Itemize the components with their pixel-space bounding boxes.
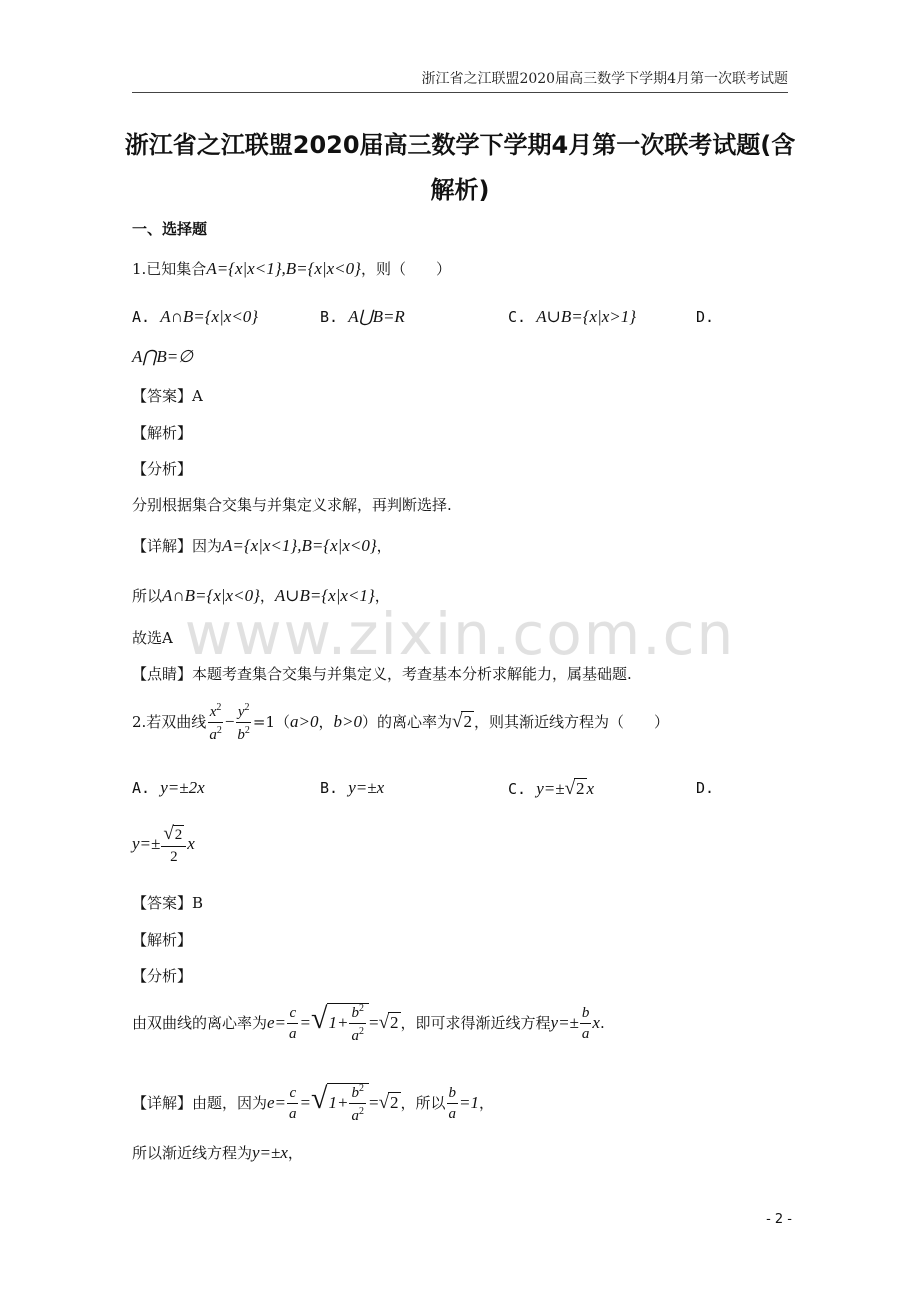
q1-opt-a-label: A. bbox=[132, 308, 151, 326]
q2-jiexi: 【解析】 bbox=[132, 931, 193, 949]
q2-sqrt2: √2 bbox=[452, 711, 472, 732]
q2-cond-sep: ， bbox=[318, 713, 334, 731]
q1-option-d bbox=[696, 307, 714, 326]
page-number: - 2 - bbox=[766, 1212, 792, 1227]
q1-detail-prefix: 【详解】因为 bbox=[132, 537, 223, 555]
q2-opt-b-text: y=±x bbox=[348, 778, 385, 797]
q2-minus: − bbox=[224, 712, 235, 731]
q2-detail bbox=[132, 1082, 494, 1124]
q2-opt-b-label: B. bbox=[320, 779, 339, 797]
q1-option-b bbox=[320, 307, 405, 327]
q1-detail bbox=[132, 535, 392, 556]
q2-opt-c-sqrt: √2 bbox=[564, 778, 585, 799]
q2-sqrt-expr: √1+ $\frac{b^2}{a^2}$ =√2 bbox=[311, 1002, 399, 1045]
q1-opt-c-text: A∪B={x|x>1} bbox=[536, 307, 637, 326]
q1-detail-math: A={x|x<1},B={x|x<0} bbox=[222, 536, 377, 555]
watermark: www.zixin.com.cn bbox=[184, 600, 736, 668]
q2-final bbox=[132, 1142, 303, 1163]
q2-opt-c-post: x bbox=[586, 779, 595, 798]
doc-title-line1: 浙江省之江联盟2020届高三数学下学期4月第一次联考试题(含 bbox=[124, 131, 796, 159]
q1-stem-suffix: ，则（ ） bbox=[360, 260, 451, 278]
q1-opt-b-text: A⋃B=R bbox=[348, 307, 405, 326]
q2-stem-suffix: ，则其渐近线方程为（ ） bbox=[473, 713, 669, 731]
q2-opt-a-text: y=±2x bbox=[160, 778, 205, 797]
q2-detail-prefix: 【详解】由题，因为 bbox=[132, 1094, 268, 1112]
q1-opt-a-text: A∩B={x|x<0} bbox=[160, 307, 259, 326]
q2-detail-mid: ，所以 bbox=[400, 1094, 446, 1112]
q2-opt-d-frac: $\frac{√2}{2}$ bbox=[161, 824, 186, 865]
q2-detail-ratio: $\frac{b}{a}$ =1 bbox=[448, 1085, 480, 1123]
q2-detail-sqrt-expr: √1+ $\frac{b^2}{a^2}$ =√2 bbox=[311, 1082, 399, 1125]
q1-detail-suffix: ， bbox=[376, 537, 392, 555]
q1-fenxi: 【分析】 bbox=[132, 460, 193, 478]
q2-fenxi: 【分析】 bbox=[132, 967, 193, 985]
q2-cond-a: a>0 bbox=[290, 712, 319, 731]
q1-answer: 【答案】A bbox=[132, 387, 203, 405]
q2-option-c bbox=[508, 778, 594, 800]
doc-title-line2: 解析) bbox=[430, 176, 490, 204]
q2-option-b bbox=[320, 778, 384, 798]
q1-stem-prefix: 1.已知集合 bbox=[132, 260, 207, 278]
q2-opt-d-label: D. bbox=[696, 779, 715, 797]
q2-option-d bbox=[696, 778, 714, 797]
q1-choose: 故选A bbox=[132, 629, 173, 647]
q1-opt-d-text: A⋂B=∅ bbox=[132, 347, 193, 366]
q2-opt-d-post: x bbox=[187, 834, 195, 853]
q2-stem-mid: ）的离心率为 bbox=[362, 713, 453, 731]
q2-opt-d-pre: y=± bbox=[132, 834, 161, 853]
q1-jiexi: 【解析】 bbox=[132, 424, 193, 442]
q1-opt-d-label: D. bbox=[696, 308, 715, 326]
q1-comment: 【点睛】本题考查集合交集与并集定义，考查基本分析求解能力，属基础题. bbox=[132, 665, 632, 683]
q2-stem-cond: =1（ bbox=[252, 713, 291, 731]
q1-so-math2: A∪B={x|x<1} bbox=[274, 586, 375, 605]
q2-opt-c-label: C. bbox=[508, 780, 527, 798]
q1-opt-c-label: C. bbox=[508, 308, 527, 326]
q1-stem bbox=[132, 258, 451, 279]
q1-so-prefix: 所以 bbox=[132, 587, 163, 605]
q2-final-suffix: ， bbox=[287, 1144, 303, 1162]
section-heading: 一、选择题 bbox=[132, 220, 208, 238]
q2-opt-a-label: A. bbox=[132, 779, 151, 797]
q2-final-math: y=±x bbox=[252, 1143, 288, 1162]
q1-stem-math: A={x|x<1},B={x|x<0} bbox=[206, 259, 361, 278]
q2-analysis-mid: ，即可求得渐近线方程 bbox=[400, 1014, 551, 1032]
q1-option-c bbox=[508, 307, 636, 327]
q1-analysis: 分别根据集合交集与并集定义求解，再判断选择. bbox=[132, 496, 452, 514]
header-rule bbox=[132, 92, 788, 93]
q2-e-formula: e= $\frac{c}{a}$ = bbox=[267, 1005, 312, 1043]
q2-stem-prefix: 2.若双曲线 bbox=[132, 713, 207, 731]
q2-answer: 【答案】B bbox=[132, 894, 204, 912]
q2-option-a bbox=[132, 778, 205, 798]
q2-asymptote-formula: y=± $\frac{b}{a}$ x bbox=[550, 1005, 600, 1043]
q2-stem bbox=[132, 703, 669, 743]
q1-option-a bbox=[132, 307, 258, 327]
q1-opt-b-label: B. bbox=[320, 308, 339, 326]
q1-so-math1: A∩B={x|x<0} bbox=[162, 586, 260, 605]
q2-analysis-suffix: . bbox=[599, 1014, 605, 1032]
q1-so-suffix: ， bbox=[374, 587, 390, 605]
running-header: 浙江省之江联盟2020届高三数学下学期4月第一次联考试题 bbox=[421, 71, 788, 87]
q2-detail-suffix: ， bbox=[479, 1094, 495, 1112]
q2-cond-b: b>0 bbox=[333, 712, 363, 731]
q2-frac-y2-b2: $\frac{y^2}{b^2}$ bbox=[237, 702, 250, 743]
q1-so-sep: ， bbox=[259, 587, 275, 605]
q2-detail-e-formula: e= $\frac{c}{a}$ = bbox=[267, 1085, 312, 1123]
q2-analysis-prefix: 由双曲线的离心率为 bbox=[132, 1014, 268, 1032]
q2-opt-c-pre: y=± bbox=[536, 779, 565, 798]
q2-option-d-text bbox=[132, 824, 195, 865]
q2-final-prefix: 所以渐近线方程为 bbox=[132, 1144, 253, 1162]
q2-frac-x2-a2: $\frac{x^2}{a^2}$ bbox=[209, 702, 222, 743]
q2-analysis bbox=[132, 1002, 605, 1044]
q1-option-d-text bbox=[132, 347, 193, 367]
